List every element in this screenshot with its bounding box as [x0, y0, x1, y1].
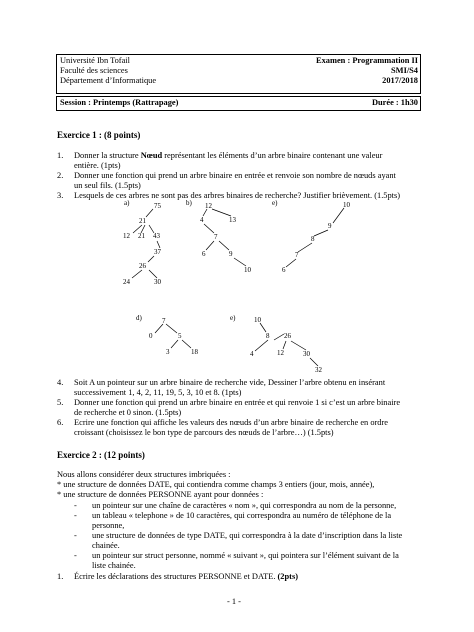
- tree-e-label: e): [272, 199, 278, 207]
- tree-node: 30: [154, 278, 161, 286]
- department-name: Département d’Informatique: [60, 76, 157, 85]
- ex2-item-text: un tableau « telephone » de 10 caractères, qui correspondra au numéro de téléphone de la: [92, 511, 392, 520]
- tree-node: 12: [123, 232, 130, 240]
- tree-node: 26: [284, 332, 291, 340]
- page-number: - 1 -: [227, 597, 241, 606]
- q1-text: Donner la structure Nœud représentant les éléments d’un arbre binaire contenant une valeur: [74, 151, 383, 160]
- ex2-q1-number: 1.: [57, 572, 64, 581]
- q6-text-cont: croissant (choisissez le bon type de parcours des nœuds de l’arbre…) (1.5pts): [74, 428, 334, 437]
- ex2-q1-text: Écrire les déclarations des structures PERSONNE et DATE. (2pts): [74, 572, 298, 581]
- q4-text: Soit A un pointeur sur un arbre binaire de recherche vide, Dessiner l’arbre obtenu en insérant: [74, 378, 386, 387]
- q5-text: Donner une fonction qui prend un arbre binaire en entrée et qui renvoie 1 si c’est un arbre binaire: [74, 398, 401, 407]
- exercise-2-title: Exercice 2 : (12 points): [57, 450, 145, 460]
- ex2-date-struct: * une structure de données DATE, qui contiendra comme champs 3 entiers (jour, mois, année),: [57, 480, 375, 489]
- tree-node: 10: [254, 316, 261, 324]
- tree-node: 75: [154, 202, 161, 210]
- tree-node: 8: [266, 332, 270, 340]
- tree-node: 9: [229, 250, 233, 258]
- duration-label: Durée : 1h30: [371, 98, 418, 107]
- ex2-item-text-cont: liste chainée.: [92, 561, 136, 570]
- tree-node: 24: [123, 278, 130, 286]
- tree-node: 12: [277, 349, 284, 357]
- ex2-item-dash: -: [74, 501, 77, 510]
- ex2-item-dash: -: [74, 531, 77, 540]
- tree-c-label: e): [230, 314, 236, 322]
- tree-node: 12: [205, 202, 212, 210]
- q3-number: 3.: [57, 191, 64, 200]
- ex2-item-text-cont: personne,: [92, 521, 125, 530]
- ex2-item-dash: -: [74, 551, 77, 560]
- exam-title: Examen : Programmation II: [316, 56, 418, 65]
- q2-text-cont: un seul fils. (1.5pts): [74, 181, 141, 190]
- exercise-1-title: Exercice 1 : (8 points): [57, 130, 141, 140]
- ex2-item-dash: -: [74, 511, 77, 520]
- tree-node: 32: [315, 366, 322, 374]
- tree-node: 30: [303, 350, 310, 358]
- tree-node: 13: [229, 216, 236, 224]
- tree-node: 10: [244, 266, 251, 274]
- q1-number: 1.: [57, 151, 64, 160]
- tree-node: 0: [149, 332, 153, 340]
- tree-node: 6: [202, 250, 206, 258]
- tree-node: 8: [311, 235, 315, 243]
- tree-node: 6: [282, 266, 286, 274]
- ex2-item-text: un pointeur sur struct personne, nommé « suivant », qui pointera sur l’élément suivant de la: [92, 551, 399, 560]
- exam-year: 2017/2018: [382, 76, 418, 85]
- ex2-item-text: un pointeur sur une chaîne de caractères « nom », qui correspondra au nom de la personne,: [92, 501, 397, 510]
- q6-number: 6.: [57, 418, 64, 427]
- tree-node: 37: [154, 248, 161, 256]
- session-label: Session : Printemps (Rattrapage): [60, 98, 179, 107]
- faculty-name: Faculté des sciences: [60, 66, 128, 75]
- q2-number: 2.: [57, 171, 64, 180]
- tree-node: 7: [162, 317, 166, 325]
- tree-node: 10: [343, 201, 350, 209]
- ex2-personne-struct: * une structure de données PERSONNE ayant pour données :: [57, 490, 264, 499]
- q6-text: Ecrire une fonction qui affiche les valeurs des nœuds d’un arbre binaire de recherche en ordre: [74, 418, 389, 427]
- ex2-intro: Nous allons considérer deux structures imbriquées :: [57, 470, 231, 479]
- tree-node: 18: [191, 348, 198, 356]
- q1-text-cont: entière. (1pts): [74, 161, 121, 170]
- q5-text-cont: de recherche et 0 sinon. (1.5pts): [74, 408, 182, 417]
- tree-node: 26: [139, 262, 146, 270]
- tree-b-label: b): [186, 199, 192, 207]
- q3-text: Lesquels de ces arbres ne sont pas des arbres binaires de recherche? Justifier brièvement. (1.5pts): [74, 191, 401, 200]
- tree-d-label: d): [136, 314, 142, 322]
- tree-node: 21: [138, 232, 145, 240]
- exam-section: SMI/S4: [391, 66, 418, 75]
- tree-node: 4: [200, 216, 204, 224]
- tree-node: 7: [214, 233, 218, 241]
- ex2-item-text: une structure de données de type DATE, qui correspondra à la date d’inscription dans la liste: [92, 531, 403, 540]
- q4-text-cont: successivement 1, 4, 2, 11, 19, 5, 3, 10 et 8. (1pts): [74, 388, 242, 397]
- ex2-item-text-cont: chainée.: [92, 541, 120, 550]
- tree-node: 4: [250, 350, 254, 358]
- tree-node: 21: [139, 217, 146, 225]
- university-name: Université Ibn Tofail: [60, 56, 130, 65]
- tree-node: 7: [295, 251, 299, 259]
- tree-node: 5: [178, 332, 182, 340]
- q2-text: Donner une fonction qui prend un arbre binaire en entrée et renvoie son nombre de nœuds ayant: [74, 171, 396, 180]
- tree-a-label: a): [124, 199, 130, 207]
- q4-number: 4.: [57, 378, 64, 387]
- tree-node: 3: [166, 348, 170, 356]
- tree-node: 9: [328, 222, 332, 230]
- tree-node: 43: [153, 232, 160, 240]
- q5-number: 5.: [57, 398, 64, 407]
